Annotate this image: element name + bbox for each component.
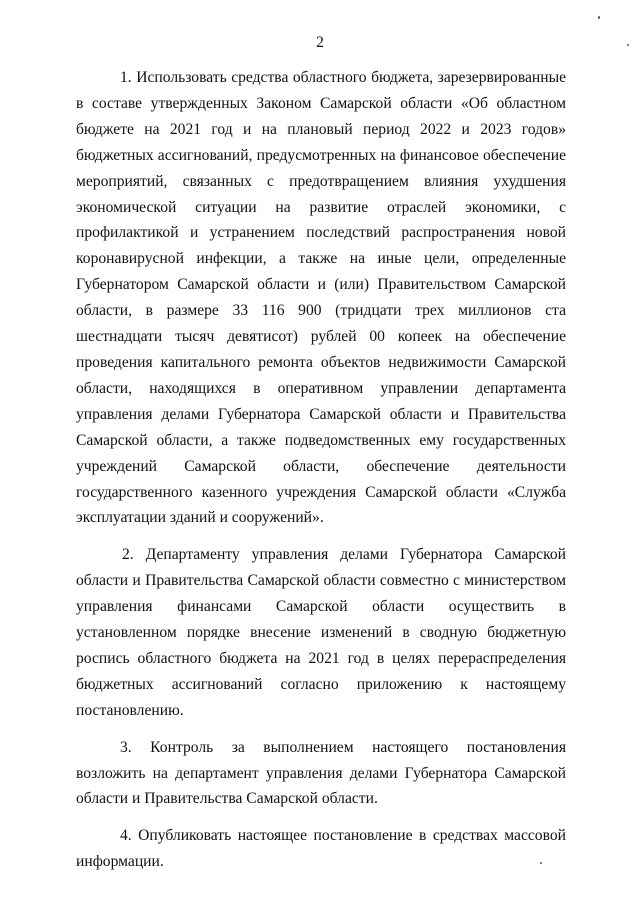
- scan-speck: [627, 44, 629, 46]
- document-body: [76, 65, 566, 875]
- scan-speck: [540, 862, 542, 864]
- scan-speck: [598, 16, 600, 19]
- paragraph-2: 2. Департаменту управления делами Губернатора Самарской области и Правительства Самарской области совместно с министерством управления финансами Самарской области осуществить в установленном порядке внесение изменений в сводную бюджетную роспись областного бюджета на 2021 год в целях перераспределения бюджетных ассигнований согласно приложению к настоящему постановлению.: [76, 546, 566, 719]
- page-number: 2: [316, 34, 324, 51]
- paragraph-1: 1. Использовать средства областного бюджета, зарезервированные в составе утвержденных Законом Самарской области «Об областном бюджете на 2021 год и на плановый период 2022 и 2023 годов» бюджетных ассигнований, предусмотренных на финансовое обеспечение мероприятий, связанных с предотвращением влияния ухудшения экономической ситуации на развитие отраслей экономики, с профилактикой и устранением последствий распространения новой коронавирусной инфекции, а также на иные цели, определенные Губернатором Самарской области и (или) Правительством Самарской области, в размере 33 116 900 (тридцати трех миллионов ста шестнадцати тысяч девятисот) рублей 00 копеек на обеспечение проведения капитального ремонта объектов недвижимости Самарской области, находящихся в оперативном управлении департамента управления делами Губернатора Самарской области и Правительства Самарской области, а также подведомственных ему государственных учреждений Самарской области, обеспечение деятельности государственного казенного учреждения Самарской области «Служба эксплуатации зданий и сооружений».: [76, 69, 566, 527]
- paragraph-4: 4. Опубликовать настоящее постановление в средствах массовой информации.: [76, 827, 566, 871]
- paragraph-3: 3. Контроль за выполнением настоящего постановления возложить на департамент управления делами Губернатора Самарской области и Правительства Самарской области.: [76, 738, 566, 808]
